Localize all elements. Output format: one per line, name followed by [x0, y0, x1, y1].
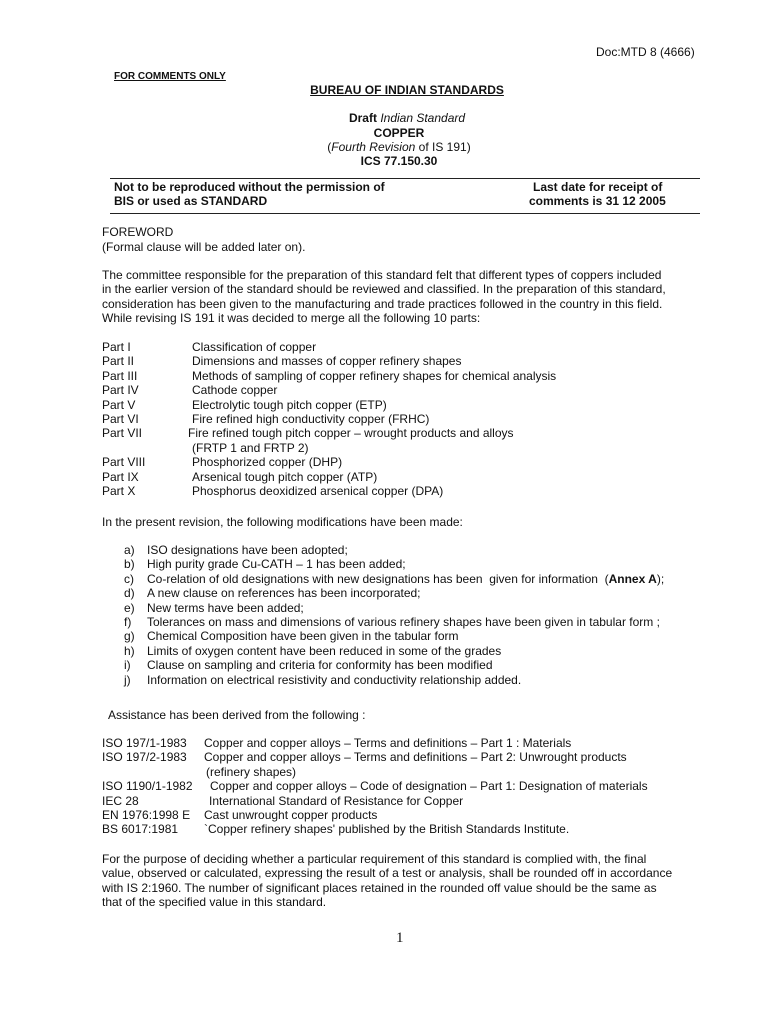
intro-line: consideration has been given to the manufacturing and trade practices followed in the country in this field. — [102, 296, 663, 311]
modification-item — [124, 615, 724, 629]
modification-item — [124, 658, 724, 672]
part-row — [102, 455, 702, 469]
item-letter: b) — [124, 557, 135, 572]
item-text: High purity grade Cu-CATH – 1 has been added; — [147, 557, 406, 572]
closing-line: value, observed or calculated, expressing the result of a test or analysis, shall be rounded off in accordance — [102, 866, 673, 881]
part-number: Part VIII — [102, 455, 146, 470]
closing-paragraph — [102, 852, 700, 910]
reference-title: `Copper refinery shapes' published by the British Standards Institute. — [204, 822, 570, 837]
part-number: Part III — [102, 368, 138, 383]
modification-item — [124, 601, 724, 615]
part-row — [102, 369, 702, 383]
part-row — [102, 426, 702, 440]
intro-line: The committee responsible for the preparation of this standard felt that different types of coppers included — [102, 268, 662, 282]
item-text: Information on electrical resistivity and conductivity relationship added. — [147, 672, 522, 687]
reference-title: Copper and copper alloys – Terms and definitions – Part 1 : Materials — [204, 736, 572, 750]
reference-row — [102, 822, 702, 836]
reference-title: Copper and copper alloys – Code of designation – Part 1: Designation of materials — [210, 779, 648, 794]
item-text: Tolerances on mass and dimensions of various refinery shapes have been given in tabular form ; — [147, 615, 660, 630]
notice-left-line1: Not to be reproduced without the permission of — [114, 180, 385, 194]
item-tail: ); — [656, 571, 665, 586]
revision-rest: of IS 191) — [415, 140, 471, 154]
part-row — [102, 398, 702, 412]
part-number: Part V — [102, 397, 136, 412]
reference-title: International Standard of Resistance for Copper — [209, 793, 464, 808]
item-text: Chemical Composition have been given in the tabular form — [147, 629, 459, 644]
part-number: Part I — [102, 340, 131, 354]
revision-line — [0, 140, 768, 154]
part-number — [102, 441, 192, 455]
foreword-note: (Formal clause will be added later on). — [102, 240, 306, 254]
part-title: Methods of sampling of copper refinery shapes for chemical analysis — [192, 368, 557, 383]
reference-code: IEC 28 — [102, 793, 139, 808]
closing-line: For the purpose of deciding whether a particular requirement of this standard is complied with, the final — [102, 852, 647, 866]
foreword-heading: FOREWORD — [102, 225, 174, 239]
part-number: Part II — [102, 354, 135, 369]
assistance-intro: Assistance has been derived from the following : — [108, 708, 366, 722]
modifications-intro: In the present revision, the following modifications have been made: — [102, 515, 463, 529]
reference-row — [102, 808, 702, 822]
item-text: New terms have been added; — [147, 600, 304, 615]
part-row — [102, 470, 702, 484]
page-number: 1 — [396, 930, 404, 946]
part-number: Part VII — [102, 426, 143, 441]
draft-line — [0, 111, 768, 125]
closing-line: with IS 2:1960. The number of significant places retained in the rounded off value should be the same as — [102, 880, 657, 895]
part-title: (FRTP 1 and FRTP 2) — [192, 440, 309, 455]
item-letter: h) — [124, 643, 135, 658]
closing-line: that of the specified value in this standard. — [102, 895, 327, 910]
reference-row — [102, 765, 702, 779]
ics-code: ICS 77.150.30 — [360, 154, 438, 168]
reference-code: EN 1976:1998 E — [102, 808, 191, 823]
modification-item — [124, 629, 724, 643]
modification-item — [124, 557, 724, 571]
item-letter: e) — [124, 600, 135, 615]
part-title: Dimensions and masses of copper refinery shapes — [192, 354, 462, 369]
modifications-list — [124, 543, 724, 687]
part-row — [102, 354, 702, 368]
foreword-intro — [102, 268, 700, 326]
part-number: Part IV — [102, 383, 139, 398]
part-number: Part VI — [102, 412, 139, 427]
part-number: Part IX — [102, 469, 139, 484]
modification-item — [124, 673, 724, 687]
part-number: Part X — [102, 484, 136, 499]
reference-code: ISO 197/2-1983 — [102, 750, 187, 765]
org-title: BUREAU OF INDIAN STANDARDS — [310, 83, 504, 97]
part-row — [102, 484, 702, 498]
item-letter: j) — [124, 672, 131, 687]
reference-row — [102, 779, 702, 793]
draft-label: Draft — [348, 111, 377, 125]
part-title: Fire refined tough pitch copper – wrought products and alloys — [188, 426, 514, 441]
parts-list — [102, 340, 702, 498]
item-text: ISO designations have been adopted; — [147, 543, 348, 557]
part-title: Cathode copper — [192, 383, 278, 398]
intro-line: in the earlier version of the standard should be reviewed and classified. In the preparation of this standard, — [102, 282, 666, 297]
item-letter: g) — [124, 629, 135, 644]
reference-title: Copper and copper alloys – Terms and definitions – Part 2: Unwrought products — [204, 750, 627, 765]
reference-code: BS 6017:1981 — [102, 822, 179, 837]
intro-line: While revising IS 191 it was decided to merge all the following 10 parts: — [102, 311, 481, 326]
notice-right-line1: Last date for receipt of — [533, 180, 663, 194]
item-text: Co-relation of old designations with new designations has been given for information ( — [147, 571, 609, 586]
modification-item — [124, 543, 724, 557]
revision-italic: Fourth Revision — [331, 140, 416, 154]
doc-reference: Doc:MTD 8 (4666) — [596, 45, 695, 59]
item-letter: i) — [124, 658, 131, 673]
part-title: Fire refined high conductivity copper (FRHC) — [192, 412, 430, 427]
modification-item — [124, 572, 724, 586]
header-rule-top — [110, 178, 700, 179]
item-letter: d) — [124, 586, 135, 601]
reference-code: ISO 1190/1-1982 — [102, 779, 193, 794]
modification-item — [124, 586, 724, 600]
subject-title: COPPER — [373, 126, 425, 140]
reference-code: ISO 197/1-1983 — [102, 736, 187, 750]
reference-code — [102, 765, 206, 779]
notice-left-line2: BIS or used as STANDARD — [114, 194, 268, 208]
reference-title: Cast unwrought copper products — [204, 808, 378, 823]
item-letter: f) — [124, 615, 132, 630]
notice-right-line2: comments is 31 12 2005 — [529, 194, 666, 208]
item-text: Clause on sampling and criteria for conformity has been modified — [147, 658, 493, 673]
revision-open: ( — [327, 140, 332, 154]
part-title: Electrolytic tough pitch copper (ETP) — [192, 397, 387, 412]
reference-row — [102, 750, 702, 764]
part-title: Arsenical tough pitch copper (ATP) — [192, 469, 378, 484]
for-comments-label: FOR COMMENTS ONLY — [114, 71, 226, 82]
item-text: Limits of oxygen content have been reduced in some of the grades — [147, 643, 502, 658]
part-row — [102, 441, 702, 455]
item-letter: a) — [124, 543, 135, 557]
reference-row — [102, 794, 702, 808]
modification-item — [124, 644, 724, 658]
part-row — [102, 412, 702, 426]
part-row — [102, 340, 702, 354]
part-title: Phosphorus deoxidized arsenical copper (DPA) — [192, 484, 444, 499]
item-letter: c) — [124, 571, 134, 586]
header-rule-bottom — [110, 213, 700, 214]
references-list — [102, 736, 702, 837]
annex-reference: Annex A — [608, 571, 657, 586]
part-title: Phosphorized copper (DHP) — [192, 455, 343, 470]
part-row — [102, 383, 702, 397]
item-text: A new clause on references has been incorporated; — [147, 586, 421, 601]
reference-title: (refinery shapes) — [206, 764, 297, 779]
reference-row — [102, 736, 702, 750]
draft-standard-label: Indian Standard — [380, 111, 466, 125]
part-title: Classification of copper — [192, 340, 317, 354]
